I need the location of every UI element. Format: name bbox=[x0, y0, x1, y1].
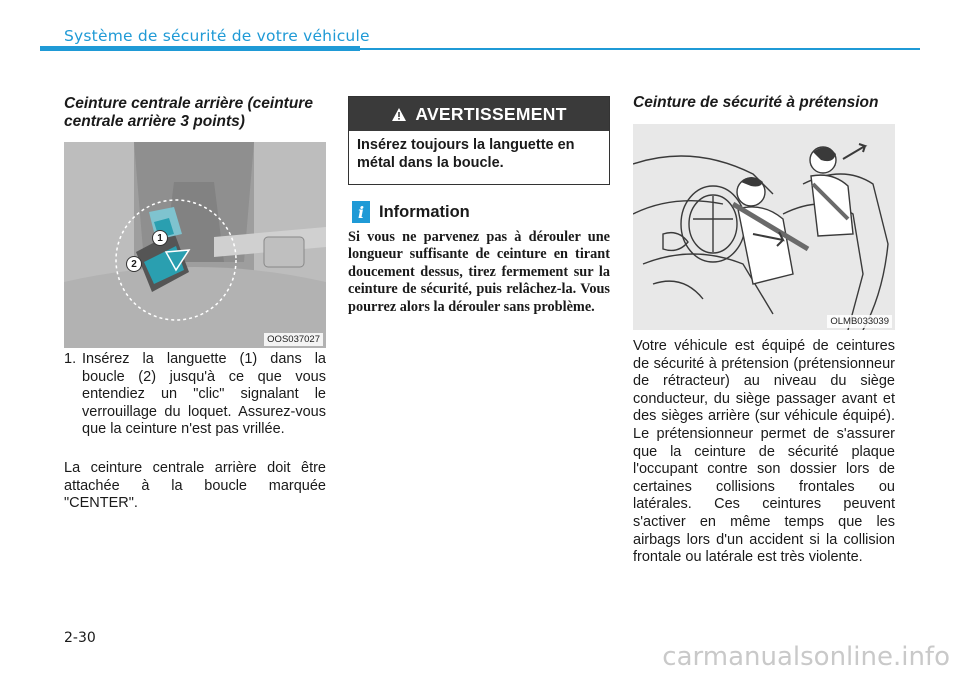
pretensioner-paragraph: Votre véhicule est équipé de ceintures de sécurité à prétension (prétensionneur de rétracteur) au niveau du siège conducteur, du siège passager avant et des sièges arrière (sur véhicule équipé). Le prétensionneur permet de s'assurer que la ceinture de sécurité plaque l'occupant contre son dossier lors de certaines collisions frontales ou latérales. Ces ceintures peuvent s'activer en même temps que les airbags lors d'un accident si la collision frontale ou latérale est très violente. bbox=[633, 338, 895, 566]
warning-header bbox=[349, 97, 609, 131]
callout-1: 1 bbox=[152, 230, 168, 246]
pretensioner-drawing bbox=[633, 124, 895, 330]
pretensioner-illustration bbox=[633, 124, 895, 330]
warning-title: AVERTISSEMENT bbox=[415, 103, 567, 124]
photo-caption: OOS037027 bbox=[264, 333, 323, 346]
header-rule bbox=[360, 48, 920, 50]
information-text: Si vous ne parvenez pas à dérouler une longueur suffisante de ceinture en tirant doucement dessus, tirez fermement sur la ceinture de sécurité, puis relâchez-la. Vous pourrez alors la dérouler sans problème. bbox=[348, 229, 610, 315]
callout-2: 2 bbox=[126, 256, 142, 272]
header-accent-bar bbox=[40, 46, 360, 51]
warning-triangle-icon bbox=[391, 107, 407, 122]
buckle-photo-drawing bbox=[64, 142, 326, 348]
warning-box bbox=[348, 96, 610, 185]
watermark: carmanualsonline.info bbox=[662, 642, 950, 672]
warning-text: Insérez toujours la languette en métal dans la boucle. bbox=[357, 137, 575, 171]
page-number: 2-30 bbox=[64, 630, 96, 646]
pretensioner-title: Ceinture de sécurité à prétension bbox=[633, 94, 879, 111]
step-number: 1. bbox=[64, 351, 77, 367]
information-title: Information bbox=[379, 202, 470, 221]
center-buckle-paragraph: La ceinture centrale arrière doit être attachée à la boucle marquée "CENTER". bbox=[64, 460, 326, 512]
buckle-photo bbox=[64, 142, 326, 348]
step-1 bbox=[64, 351, 326, 439]
rear-center-belt-title: Ceinture centrale arrière (ceinture centrale arrière 3 points) bbox=[64, 95, 313, 130]
section-header-title: Système de sécurité de votre véhicule bbox=[64, 27, 370, 45]
information-heading bbox=[352, 201, 470, 223]
illustration-caption: OLMB033039 bbox=[827, 315, 892, 328]
info-icon: i bbox=[352, 201, 370, 223]
step-text: Insérez la languette (1) dans la boucle (2) jusqu'à ce que vous entendiez un "clic" signalant le verrouillage du loquet. Assurez-vous que la ceinture n'est pas vrillée. bbox=[82, 351, 326, 438]
